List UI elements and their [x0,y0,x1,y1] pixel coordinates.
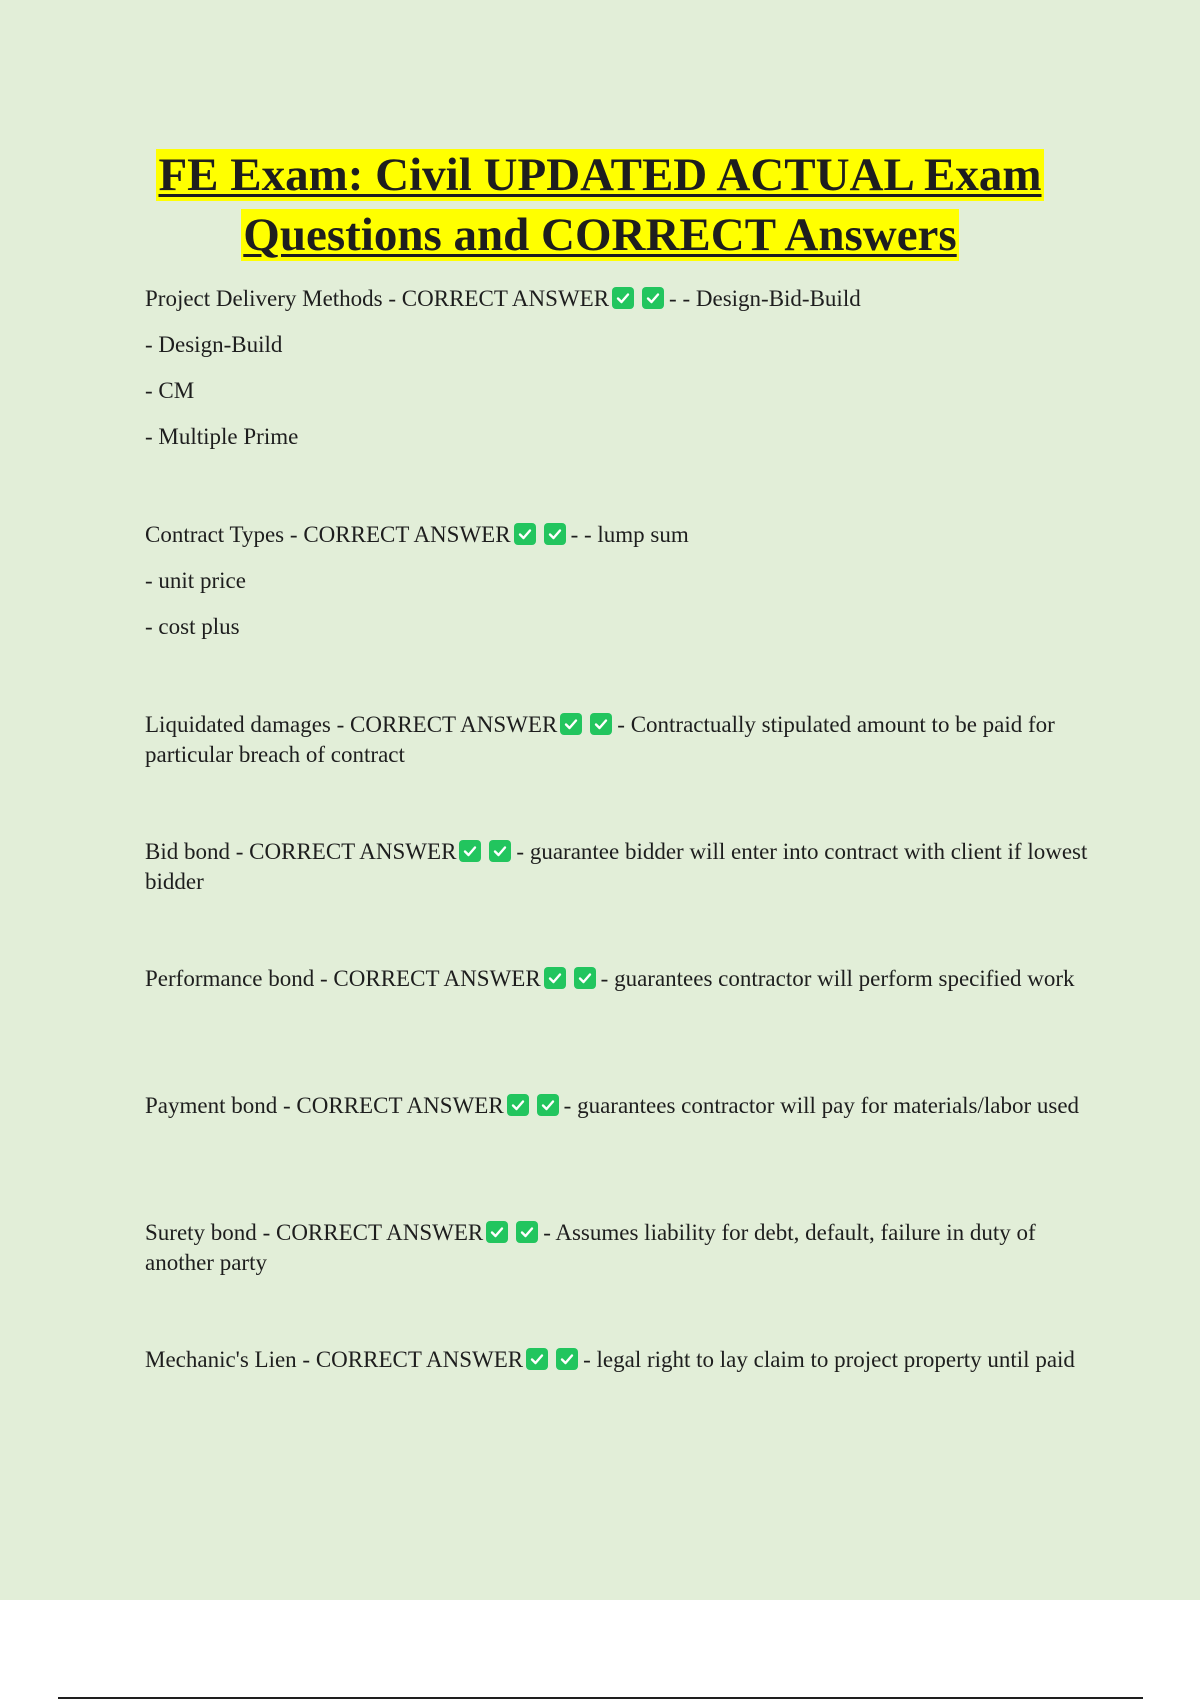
check-mark-button-icon [537,1094,559,1116]
check-mark-button-icon [560,713,582,735]
qa-answer: guarantees contractor will perform specified work [614,966,1075,991]
qa-question-line: Liquidated damages - CORRECT ANSWER - Contractually stipulated amount to be paid for particular breach of contract [145,712,1055,767]
qa-entry-performance-bond [145,964,1095,994]
qa-answer: - Design-Bid-Build [682,286,861,311]
qa-entry-project-delivery-methods [145,284,1095,468]
qa-answer-item: - CM [145,378,195,403]
correct-answer-label: CORRECT ANSWER [350,712,558,737]
correct-answer-label: CORRECT ANSWER [275,1220,484,1245]
check-mark-button-icon [489,840,511,862]
qa-question-line: Contract Types - CORRECT ANSWER - - lump sum [145,522,689,547]
check-mark-button-icon [642,287,664,309]
correct-answer-label: CORRECT ANSWER [333,966,541,991]
page-title [0,145,1200,265]
qa-answer: legal right to lay claim to project property until paid [596,1347,1075,1372]
qa-entry-liquidated-damages [145,710,1095,770]
qa-entry-mechanics-lien [145,1345,1095,1375]
qa-answer-item: - Multiple Prime [145,424,299,449]
qa-question-line: Payment bond - CORRECT ANSWER - guarantees contractor will pay for materials/labor used [145,1093,1080,1118]
qa-term: Contract Types [145,522,285,547]
qa-answer-item: - cost plus [145,614,240,639]
check-mark-button-icon [526,1348,548,1370]
qa-term: Mechanic's Lien [145,1347,297,1372]
qa-term: Liquidated damages [145,712,331,737]
title-line-1: FE Exam: Civil UPDATED ACTUAL Exam [158,149,1042,201]
check-mark-button-icon [574,967,596,989]
qa-question-line: Surety bond - CORRECT ANSWER - Assumes liability for debt, default, failure in duty of another party [145,1220,1036,1275]
check-mark-button-icon [486,1221,508,1243]
qa-entry-surety-bond [145,1218,1095,1278]
qa-answer: - lump sum [583,522,689,547]
qa-term: Payment bond [145,1093,278,1118]
qa-term: Bid bond [145,839,230,864]
qa-term: Surety bond [145,1220,257,1245]
correct-answer-label: CORRECT ANSWER [401,286,610,311]
qa-answer: guarantees contractor will pay for materials/labor used [577,1093,1080,1118]
check-mark-button-icon [556,1348,578,1370]
qa-answer-item: - unit price [145,568,246,593]
qa-term: Project Delivery Methods [145,286,383,311]
check-mark-button-icon [514,523,536,545]
correct-answer-label: CORRECT ANSWER [296,1093,504,1118]
check-mark-button-icon [544,523,566,545]
check-mark-button-icon [590,713,612,735]
qa-answer-item: - Design-Build [145,332,283,357]
qa-entry-payment-bond [145,1091,1095,1121]
qa-question-line: Project Delivery Methods - CORRECT ANSWER - - Design-Bid-Build [145,286,861,311]
qa-question-line: Mechanic's Lien - CORRECT ANSWER - legal right to lay claim to project property until paid [145,1347,1075,1372]
check-mark-button-icon [612,287,634,309]
qa-entry-contract-types [145,520,1095,658]
qa-entry-bid-bond [145,837,1095,897]
check-mark-button-icon [507,1094,529,1116]
title-line-2: Questions and CORRECT Answers [243,209,957,261]
check-mark-button-icon [459,840,481,862]
correct-answer-label: CORRECT ANSWER [303,522,511,547]
qa-question-line: Bid bond - CORRECT ANSWER - guarantee bidder will enter into contract with client if lowest bidder [145,839,1088,894]
qa-question-line: Performance bond - CORRECT ANSWER - guarantees contractor will perform specified work [145,966,1075,991]
qa-answer: Assumes liability for debt, default, failure in duty of another party [145,1220,1036,1275]
qa-answer: Contractually stipulated amount to be paid for particular breach of contract [145,712,1055,767]
check-mark-button-icon [544,967,566,989]
footer-divider [58,1697,1143,1699]
correct-answer-label: CORRECT ANSWER [249,839,457,864]
qa-answer: guarantee bidder will enter into contract with client if lowest bidder [145,839,1088,894]
check-mark-button-icon [516,1221,538,1243]
qa-term: Performance bond [145,966,315,991]
correct-answer-label: CORRECT ANSWER [315,1347,524,1372]
